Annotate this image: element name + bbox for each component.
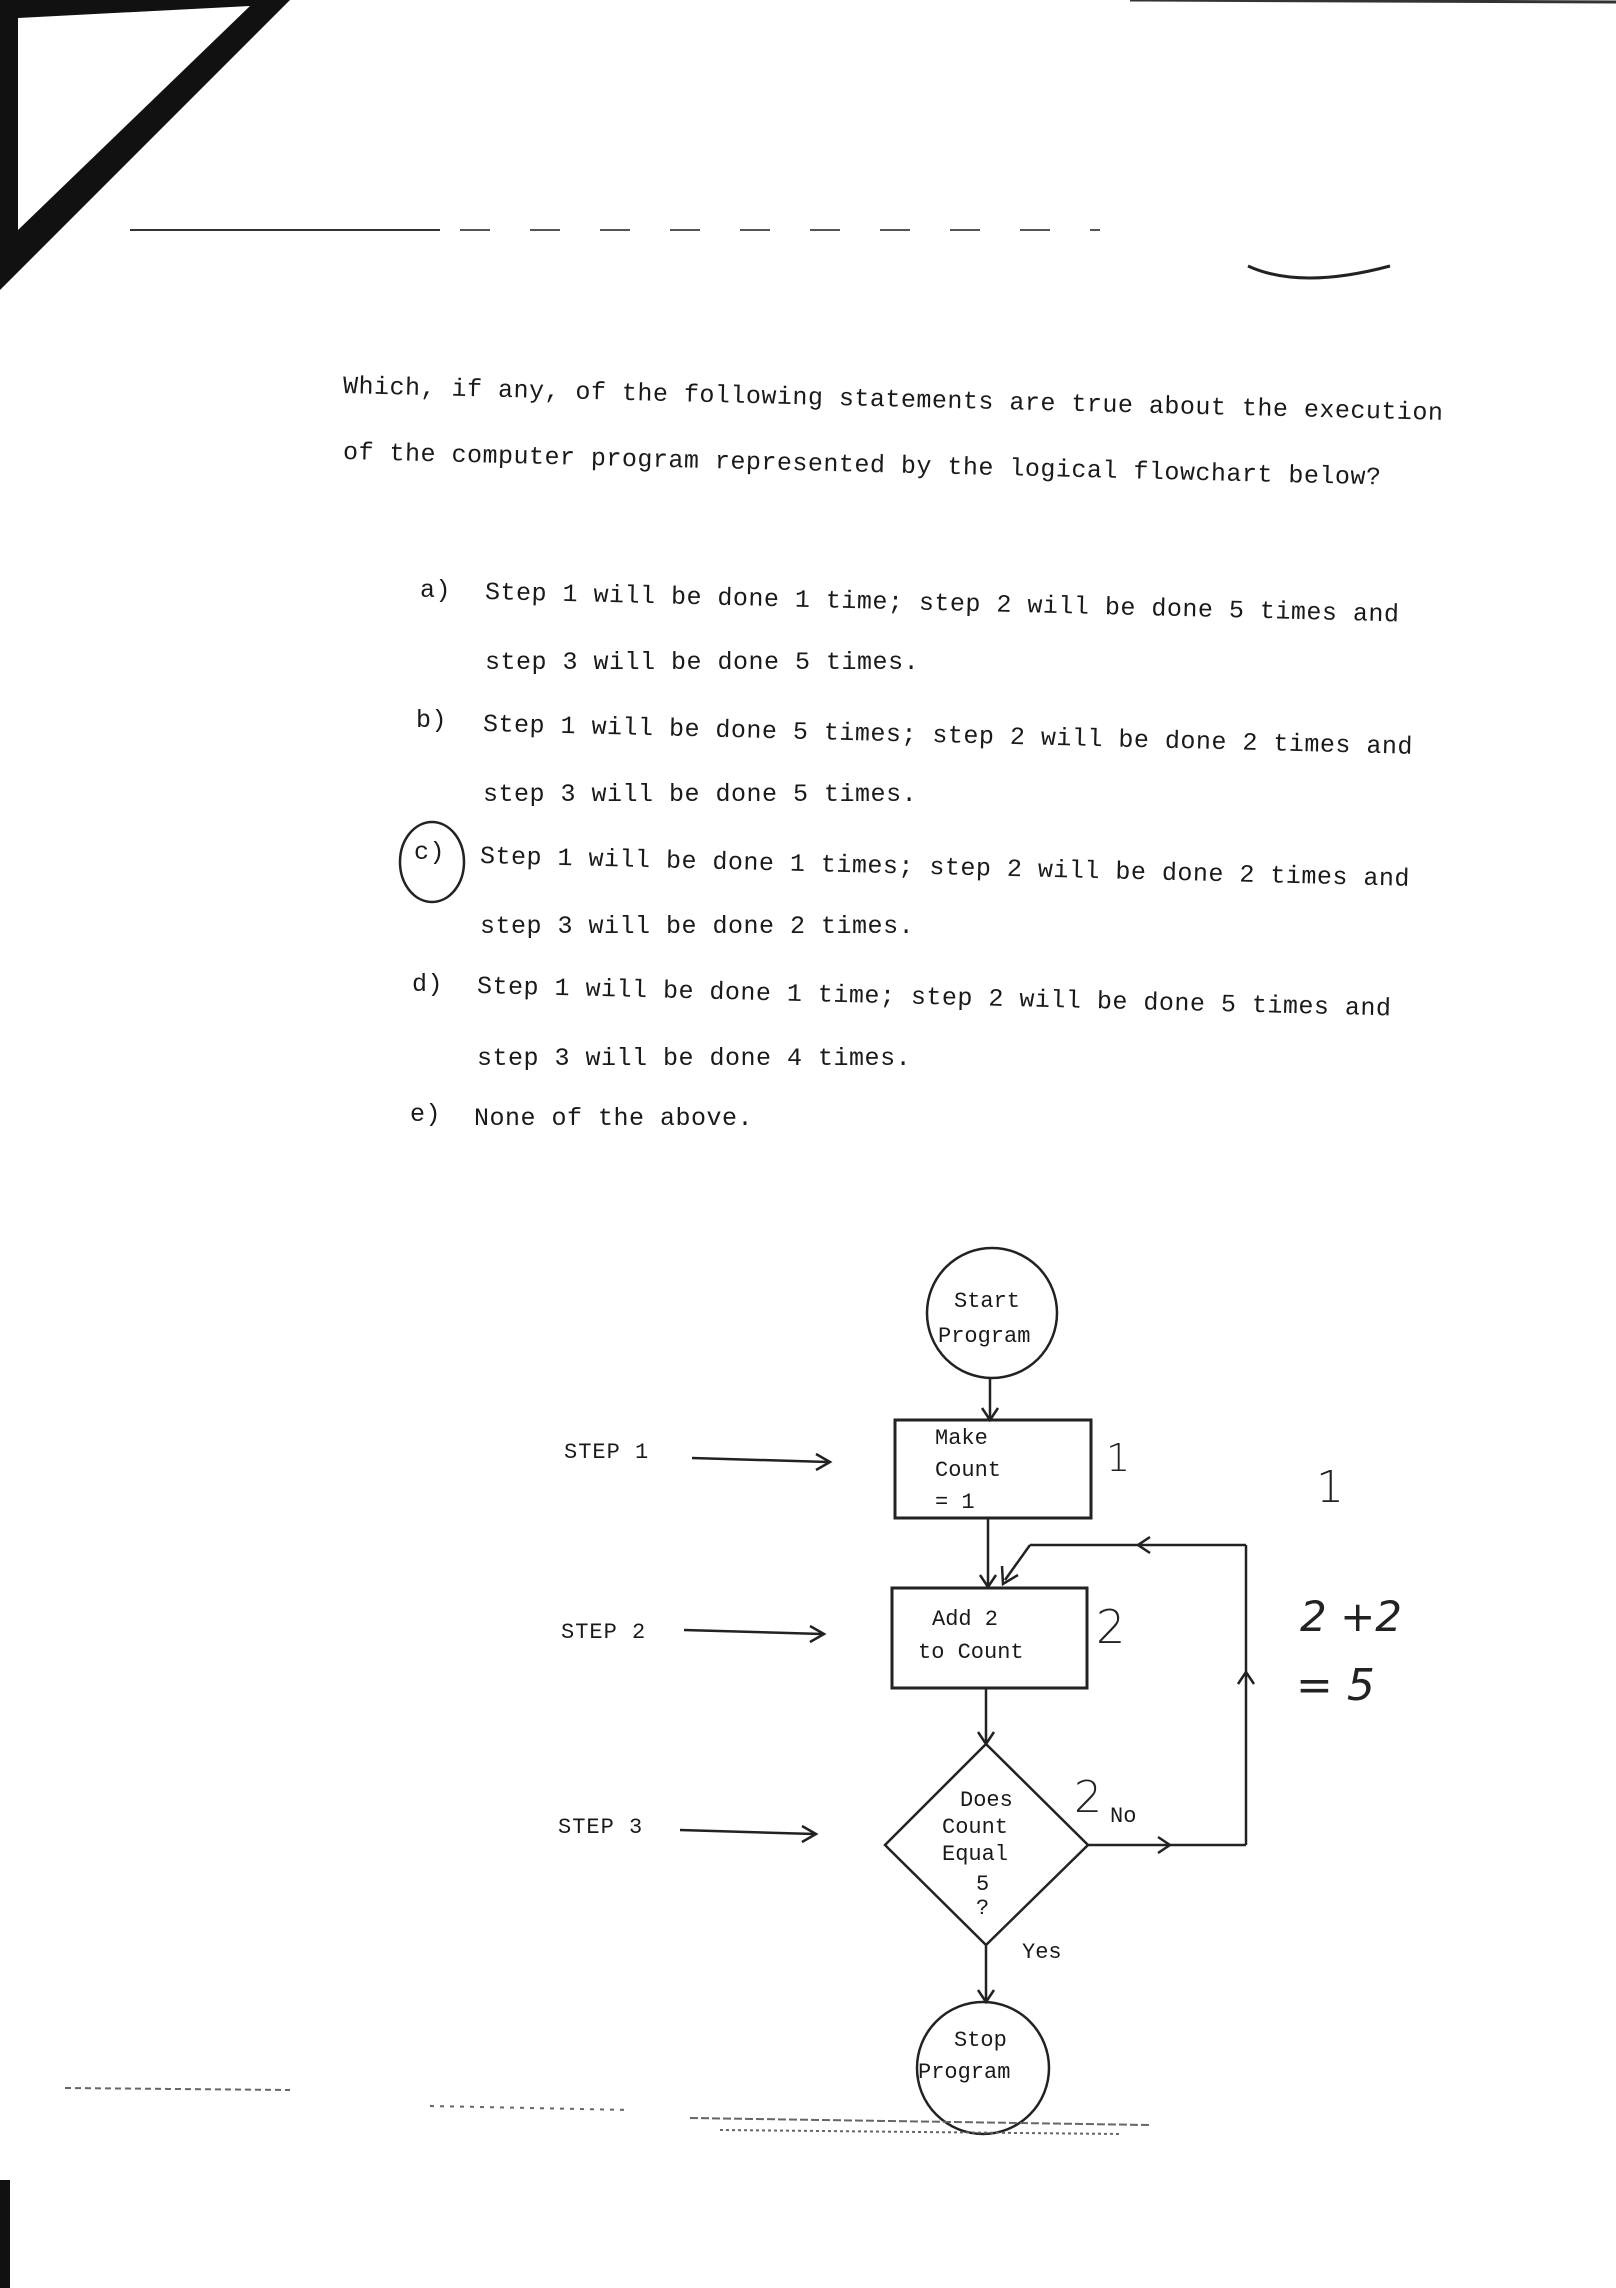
decision-text-2: Count <box>942 1815 1009 1840</box>
step2-text-2: to Count <box>918 1640 1024 1665</box>
decision-text-3: Equal <box>942 1842 1009 1867</box>
start-text-2: Program <box>938 1324 1031 1349</box>
step1-text-3: = 1 <box>935 1490 975 1515</box>
decision-text-5: ? <box>976 1896 990 1921</box>
no-label: No <box>1110 1804 1137 1829</box>
option-e-line-1: None of the above. <box>474 1104 754 1133</box>
option-d-line-1: Step 1 will be done 1 time; step 2 will be done 5 times and <box>476 972 1392 1024</box>
handwritten-mark-step1: 1 <box>1106 1436 1131 1480</box>
option-a-letter: a) <box>420 576 452 605</box>
step2-label: STEP 2 <box>561 1620 647 1645</box>
handwritten-mark-right: 1 <box>1316 1462 1344 1513</box>
option-c-letter: c) <box>414 838 446 867</box>
step1-label: STEP 1 <box>564 1440 650 1465</box>
handwritten-mark-decision: 2 <box>1074 1772 1102 1823</box>
handwritten-calc-line-2: = 5 <box>1296 1660 1375 1711</box>
question-line-1: Which, if any, of the following statements are true about the execution <box>342 372 1444 428</box>
handwritten-mark-step2: 2 <box>1096 1600 1126 1654</box>
hand-stroke <box>1248 266 1390 278</box>
stop-text-1: Stop <box>954 2028 1007 2053</box>
option-b-line-2: step 3 will be done 5 times. <box>483 780 918 809</box>
option-d-line-2: step 3 will be done 4 times. <box>477 1044 912 1073</box>
stop-text-2: Program <box>918 2060 1011 2085</box>
decision-text-4: 5 <box>976 1872 990 1897</box>
option-c-line-2: step 3 will be done 2 times. <box>480 912 915 941</box>
step1-arrow <box>692 1458 828 1462</box>
option-e-letter: e) <box>410 1100 442 1129</box>
yes-label: Yes <box>1022 1940 1062 1965</box>
question-line-2: of the computer program represented by the logical flowchart below? <box>342 438 1382 493</box>
step1-text-2: Count <box>935 1458 1002 1483</box>
start-text-1: Start <box>954 1289 1021 1314</box>
option-b-letter: b) <box>416 706 448 735</box>
option-d-letter: d) <box>412 970 444 999</box>
step2-text-1: Add 2 <box>932 1607 999 1632</box>
option-b-line-1: Step 1 will be done 5 times; step 2 will be done 2 times and <box>482 710 1414 762</box>
decision-text-1: Does <box>960 1788 1013 1813</box>
handwritten-calc-line-1: 2 +2 <box>1300 1592 1402 1641</box>
scan-noise <box>65 2088 1150 2134</box>
scan-edge-artifact <box>0 2180 10 2288</box>
option-a-line-2: step 3 will be done 5 times. <box>485 648 920 677</box>
step3-arrow <box>680 1830 814 1834</box>
step2-process-box <box>892 1588 1087 1688</box>
option-a-line-1: Step 1 will be done 1 time; step 2 will be done 5 times and <box>484 578 1400 630</box>
step1-text-1: Make <box>935 1426 988 1451</box>
option-c-line-1: Step 1 will be done 1 times; step 2 will be done 2 times and <box>479 842 1411 894</box>
step2-arrow <box>684 1630 822 1634</box>
step3-label: STEP 3 <box>558 1815 644 1840</box>
